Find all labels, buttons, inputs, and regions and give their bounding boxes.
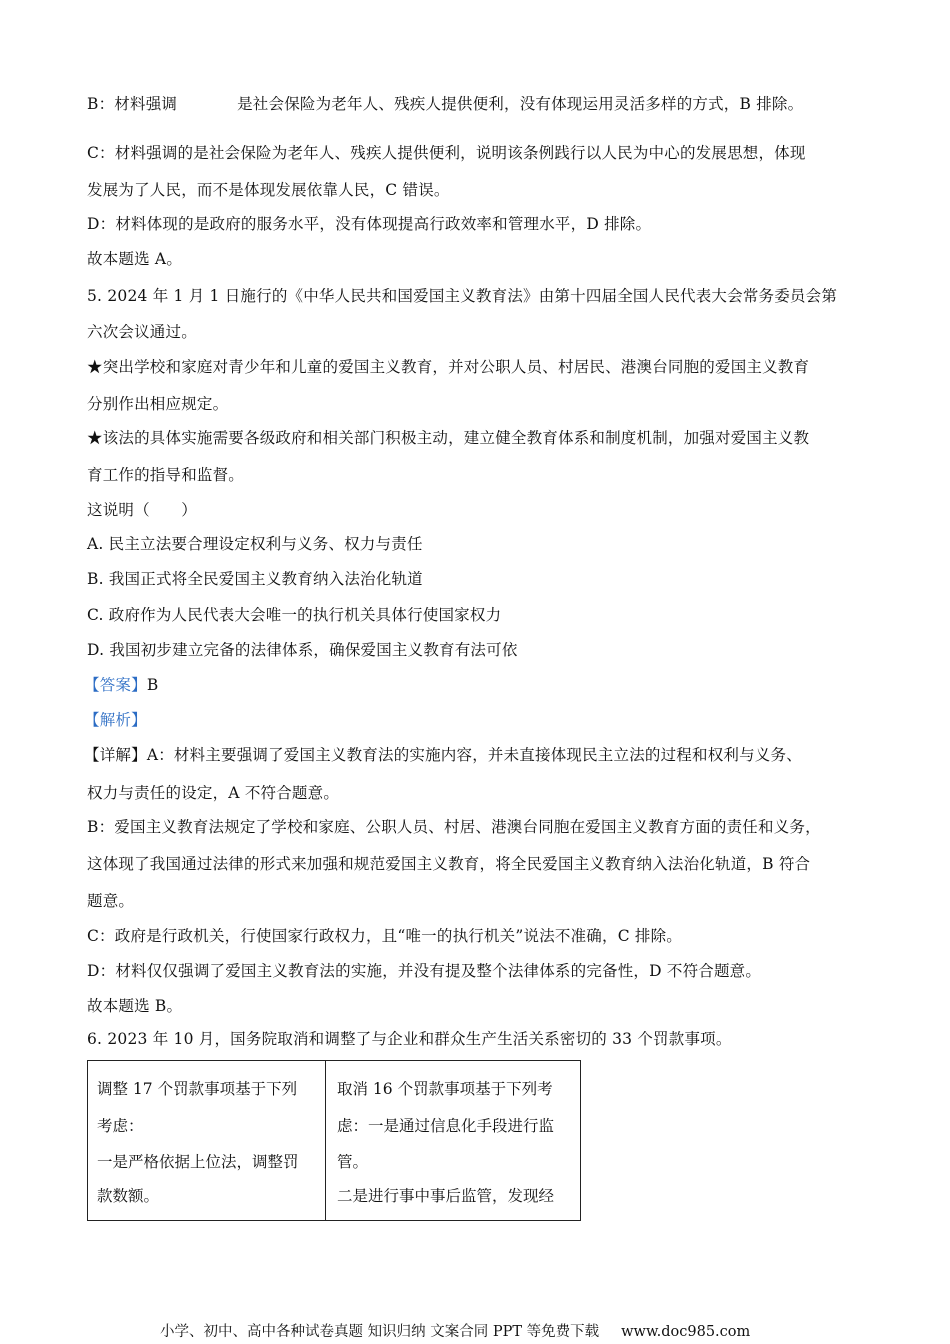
q5-option-c: C. 政府作为人民代表大会唯一的执行机关具体行使国家权力 [87, 606, 502, 624]
q5-stem-line-1: 5. 2024 年 1 月 1 日施行的《中华人民共和国爱国主义教育法》由第十四届全国人民代表大会常务委员会第 [87, 287, 838, 305]
q5-detail-line-7: D：材料仅仅强调了爱国主义教育法的实施，并没有提及整个法律体系的完备性，D 不符合题意。 [87, 962, 762, 980]
prev-option-b-prefix: B：材料强调 [87, 95, 178, 113]
q5-answer [84, 675, 158, 695]
table-left-line-3: 一是严格依据上位法，调整罚 [97, 1153, 299, 1171]
q5-detail-line-1 [84, 745, 802, 765]
q5-option-a: A. 民主立法要合理设定权利与义务、权力与责任 [87, 535, 423, 553]
prev-option-c-line-1: C：材料强调的是社会保险为老年人、残疾人提供便利，说明该条例践行以人民为中心的发展思想，体现 [87, 144, 806, 162]
q5-stem-line-2: 六次会议通过。 [87, 323, 197, 341]
page-footer [160, 1323, 750, 1341]
footer-text: 小学、初中、高中各种试卷真题 知识归纳 文案合同 PPT 等免费下载 [160, 1324, 600, 1340]
table-right-line-3: 管。 [337, 1153, 369, 1171]
footer-site-link[interactable]: www.doc985.com [621, 1324, 751, 1340]
q5-detail-line-8: 故本题选 B。 [87, 997, 183, 1015]
q5-stem-line-5: ★该法的具体实施需要各级政府和相关部门积极主动，建立健全教育体系和制度机制，加强对爱国主义教 [87, 429, 810, 447]
table-left-line-1: 调整 17 个罚款事项基于下列 [97, 1080, 298, 1098]
q6-table [87, 1060, 581, 1221]
q5-option-b: B. 我国正式将全民爱国主义教育纳入法治化轨道 [87, 570, 423, 588]
q5-detail-line-6: C：政府是行政机关，行使国家行政权力，且“唯一的执行机关”说法不准确，C 排除。 [87, 927, 682, 945]
q5-stem-line-7: 这说明（ ） [87, 501, 197, 519]
prev-conclusion: 故本题选 A。 [87, 250, 183, 268]
q5-detail-line-5: 题意。 [87, 892, 135, 910]
prev-option-c-line-2: 发展为了人民，而不是体现发展依靠人民，C 错误。 [87, 181, 450, 199]
detail-text-a: A：材料主要强调了爱国主义教育法的实施内容，并未直接体现民主立法的过程和权利与义务、 [146, 746, 802, 764]
q5-stem-line-3: ★突出学校和家庭对青少年和儿童的爱国主义教育，并对公职人员、村居民、港澳台同胞的爱国主义教育 [87, 358, 810, 376]
table-right-line-4: 二是进行事中事后监管，发现经 [337, 1187, 555, 1205]
q5-stem-line-4: 分别作出相应规定。 [87, 395, 229, 413]
prev-option-d: D：材料体现的是政府的服务水平，没有体现提高行政效率和管理水平，D 排除。 [87, 215, 652, 233]
prev-option-b-rest: 是社会保险为老年人、残疾人提供便利，没有体现运用灵活多样的方式，B 排除。 [237, 95, 804, 113]
prev-option-b [87, 94, 803, 114]
table-divider [325, 1061, 326, 1220]
q6-stem: 6. 2023 年 10 月，国务院取消和调整了与企业和群众生产生活关系密切的 33 个罚款事项。 [87, 1030, 732, 1048]
table-right-line-2: 虑：一是通过信息化手段进行监 [337, 1117, 555, 1135]
q5-detail-line-2: 权力与责任的设定，A 不符合题意。 [87, 784, 340, 802]
q5-option-d: D. 我国初步建立完备的法律体系，确保爱国主义教育有法可依 [87, 641, 518, 659]
q5-stem-line-6: 育工作的指导和监督。 [87, 466, 245, 484]
q5-detail-line-4: 这体现了我国通过法律的形式来加强和规范爱国主义教育，将全民爱国主义教育纳入法治化轨道，B 符合 [87, 855, 811, 873]
analysis-label: 【解析】 [84, 711, 147, 729]
answer-label: 【答案】 [84, 676, 147, 694]
q5-detail-line-3: B：爱国主义教育法规定了学校和家庭、公职人员、村居、港澳台同胞在爱国主义教育方面的责任和义务， [87, 818, 821, 836]
table-right-line-1: 取消 16 个罚款事项基于下列考 [337, 1080, 553, 1098]
detail-label: 【详解】 [84, 746, 147, 764]
answer-value: B [146, 676, 159, 694]
table-left-line-4: 款数额。 [97, 1187, 160, 1205]
table-left-line-2: 考虑： [97, 1117, 144, 1135]
